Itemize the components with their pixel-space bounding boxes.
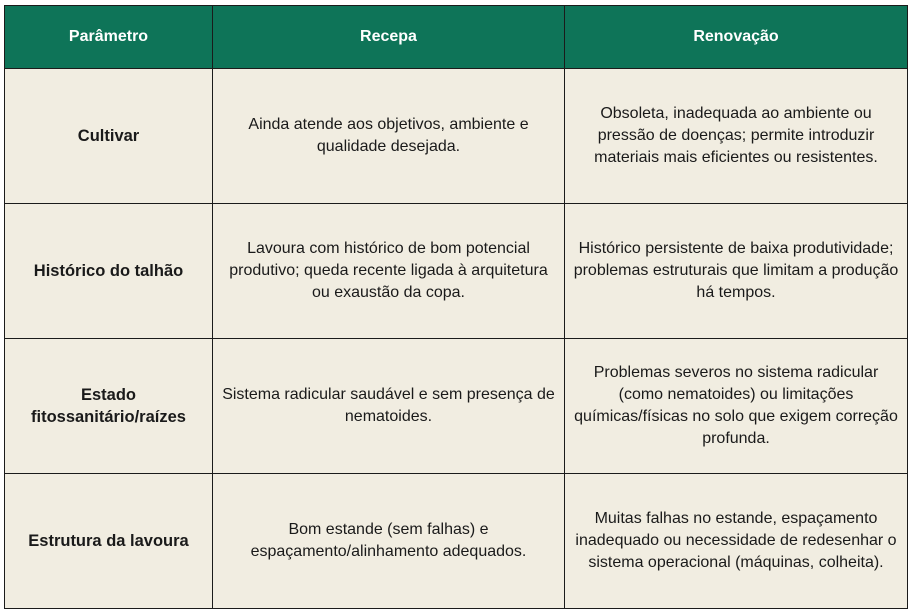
row-parameter: Cultivar — [5, 69, 213, 204]
table-header-row — [5, 6, 908, 69]
header-renovacao: Renovação — [565, 6, 908, 69]
table-row — [5, 204, 908, 339]
row-parameter: Histórico do talhão — [5, 204, 213, 339]
row-recepa: Ainda atende aos objetivos, ambiente e qualidade desejada. — [213, 69, 565, 204]
comparison-table-container — [4, 5, 907, 610]
row-renovacao: Muitas falhas no estande, espaçamento inadequado ou necessidade de redesenhar o sistema operacional (máquinas, colheita). — [565, 474, 908, 609]
row-recepa: Bom estande (sem falhas) e espaçamento/alinhamento adequados. — [213, 474, 565, 609]
table-row — [5, 69, 908, 204]
row-parameter: Estado fitossanitário/raízes — [5, 339, 213, 474]
header-parametro: Parâmetro — [5, 6, 213, 69]
comparison-table — [4, 5, 908, 609]
row-renovacao: Histórico persistente de baixa produtividade; problemas estruturais que limitam a produção há tempos. — [565, 204, 908, 339]
header-recepa: Recepa — [213, 6, 565, 69]
table-row — [5, 474, 908, 609]
row-renovacao: Problemas severos no sistema radicular (como nematoides) ou limitações químicas/físicas no solo que exigem correção profunda. — [565, 339, 908, 474]
row-parameter: Estrutura da lavoura — [5, 474, 213, 609]
row-renovacao: Obsoleta, inadequada ao ambiente ou pressão de doenças; permite introduzir materiais mais eficientes ou resistentes. — [565, 69, 908, 204]
row-recepa: Sistema radicular saudável e sem presença de nematoides. — [213, 339, 565, 474]
row-recepa: Lavoura com histórico de bom potencial produtivo; queda recente ligada à arquitetura ou exaustão da copa. — [213, 204, 565, 339]
table-row — [5, 339, 908, 474]
